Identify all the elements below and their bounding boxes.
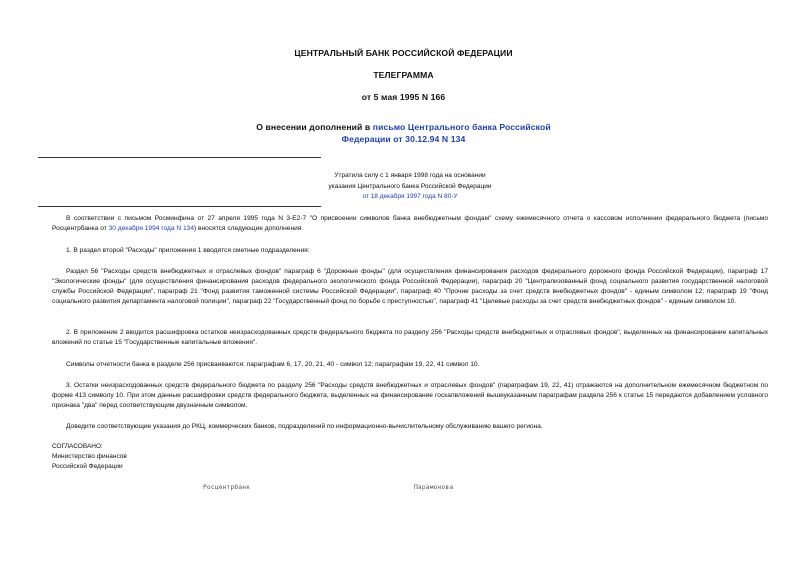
approval-line-3: Российской Федерации (52, 463, 123, 470)
paragraph-3: Раздел 56 "Расходы средств внебюджетных и отраслевых фондов" параграф 6 "Дорожные фонды" (для осуществления финансирования расходов федерального дорожного фонда Российской Федерации), параграф 17 "Экологические фонды" (для осуществления финансирования расходов федерального экологического фонда Российской Федерации), параграф 20 "Централизованный фонд социального развития государственной налоговой службы Российской Федерации", параграф 21 "Фонд развития таможенной системы Российской Федерации", параграф 40 "Прочие расходы за счет средств внебюджетных фондов" - единым символом 12; параграф 19 "Фонд социального развития департамента налоговой полиции", параграф 22 "Государственный фонд по борьбе с преступностью", параграф 41 "Целевые расходы за счет средств внебюджетных фондов" - единым символом 10. (52, 268, 768, 305)
paragraph-1 (52, 214, 768, 234)
p1-text-b: ) вносятся следующие дополнения. (193, 225, 304, 232)
approval-line-2: Министерство финансов (52, 453, 127, 460)
approval-line-1: СОГЛАСОВАНО: (52, 443, 103, 450)
org-title: ЦЕНТРАЛЬНЫЙ БАНК РОССИЙСКОЙ ФЕДЕРАЦИИ (294, 48, 513, 58)
approval-block (52, 442, 127, 472)
signature-right: Парамонова (414, 484, 454, 491)
p1-link[interactable]: 30 декабря 1994 года N 134 (108, 225, 194, 232)
status-line-1: Утратила силу с 1 января 1998 года на основании (334, 172, 486, 179)
doc-subject (250, 121, 557, 145)
divider-bottom (38, 206, 321, 207)
status-line-2: указания Центрального банка Российской Федерации (328, 182, 492, 190)
doc-date: от 5 мая 1995 N 166 (361, 92, 446, 102)
paragraph-7: Доведите соответствующие указания до РКЦ, коммерческих банков, подразделений по информационно-вычислительному обслуживанию вашего региона. (66, 423, 543, 430)
p1-text-a: В соответствии с письмом Росминфина от 27 апреля 1995 года N 3-Е2-7 "О присвоении символов банка внебюджетным фондам" схему ежемесячного отчета о кассовом исполнении федерального бюджета (письмо Росцентрбанка от (52, 215, 768, 232)
signature-left: Росцентрбанк (203, 484, 251, 491)
status-note (290, 171, 530, 203)
status-link[interactable]: от 18 декабря 1997 года N 80-У (362, 193, 458, 200)
doc-type: ТЕЛЕГРАММА (373, 70, 434, 80)
subject-prefix: О внесении дополнений в (256, 122, 373, 132)
paragraph-6: 3. Остатки неизрасходованных средств федерального бюджета по разделу 256 "Расходы средств внебюджетных и отраслевых фондов" (параграфам 19, 22, 41) отражаются на дополнительном ежемесячном бюджетном по форме 413 символу 10. При этом данные расшифровки средств федерального бюджета, выделенных на финансирование госкапвложений вышеуказанным параграфам раздела 256 к статье 15 передаются добавлением условного признака "два" перед соответствующим двузначным символом. (52, 382, 768, 409)
divider-top (38, 157, 321, 158)
paragraph-2: 1. В раздел второй "Расходы" приложения 1 вводятся сметные подразделения: (66, 247, 310, 254)
subject-link[interactable]: письмо Центрального банка Российской Федерации от 30.12.94 N 134 (341, 122, 551, 144)
paragraph-4: 2. В приложение 2 вводится расшифровка остатков неизрасходованных средств федерального бюджета по разделу 256 "Расходы средств внебюджетных и отраслевых фондов", выделенных на финансирование капитальных вложений по статье 15 "Государственные капитальные вложения". (52, 329, 768, 346)
paragraph-5: Символы отчетности банка в разделе 256 присваиваются: параграфам 6, 17, 20, 21, 40 - символ 12; параграфам 19, 22, 41 символ 10. (66, 361, 480, 368)
